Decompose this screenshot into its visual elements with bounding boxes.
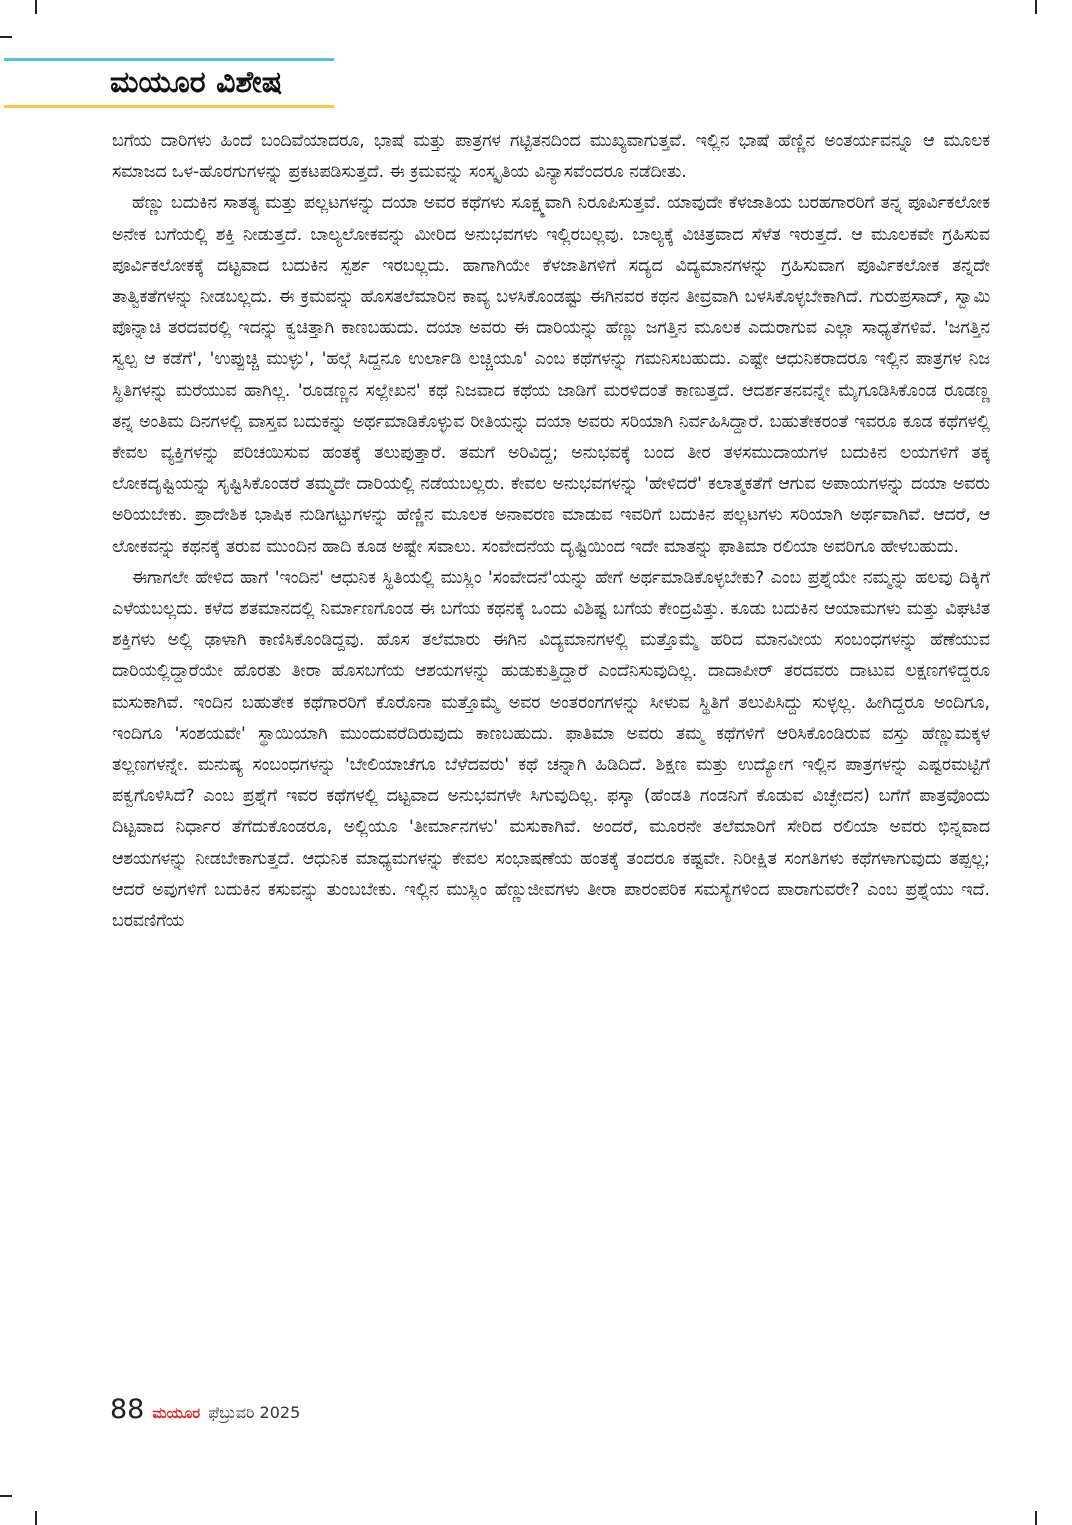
paragraph-3: ಈಗಾಗಲೇ ಹೇಳಿದ ಹಾಗೆ 'ಇಂದಿನ' ಆಧುನಿಕ ಸ್ಥಿತಿಯಲ್ಲಿ ಮುಸ್ಲಿಂ 'ಸಂವೇದನೆ'ಯನ್ನು ಹೇಗೆ ಅರ್ಥಮಾಡಿಕೊಳ್ಳಬೇಕು? ಎಂಬ ಪ್ರಶ್ನೆಯೇ ನಮ್ಮನ್ನು ಹಲವು ದಿಕ್ಕಿಗೆ ಎಳೆಯಬಲ್ಲದು. ಕಳೆದ ಶತಮಾನದಲ್ಲಿ ನಿರ್ಮಾಣಗೊಂಡ ಈ ಬಗೆಯ ಕಥನಕ್ಕೆ ಒಂದು ವಿಶಿಷ್ಟ ಬಗೆಯ ಕೇಂದ್ರವಿತ್ತು. ಕೂಡು ಬದುಕಿನ ಆಯಾಮಗಳು ಮತ್ತು ವಿಘಟಿತ ಶಕ್ತಿಗಳು ಅಲ್ಲಿ ಢಾಳಾಗಿ ಕಾಣಿಸಿಕೊಂಡಿದ್ದವು. ಹೊಸ ತಲೆಮಾರು ಈಗಿನ ವಿದ್ಯಮಾನಗಳಲ್ಲಿ ಮತ್ತೊಮ್ಮೆ ಹರಿದ ಮಾನವೀಯ ಸಂಬಂಧಗಳನ್ನು ಹೆಣೆಯುವ ದಾರಿಯಲ್ಲಿದ್ದಾರೆಯೇ ಹೊರತು ತೀರಾ ಹೊಸಬಗೆಯ ಆಶಯಗಳನ್ನು ಹುಡುಕುತ್ತಿದ್ದಾರೆ ಎಂದೆನಿಸುವುದಿಲ್ಲ. ದಾದಾಪೀರ್ ತರದವರು ದಾಟುವ ಲಕ್ಷಣಗಳಿದ್ದರೂ ಮಸುಕಾಗಿವೆ. ಇಂದಿನ ಬಹುತೇಕ ಕಥೆಗಾರರಿಗೆ ಕೊರೊನಾ ಮತ್ತೊಮ್ಮೆ ಅವರ ಅಂತರಂಗಗಳನ್ನು ಸೀಳುವ ಸ್ಥಿತಿಗೆ ತಲುಪಿಸಿದ್ದು ಸುಳ್ಳಲ್ಲ. ಹೀಗಿದ್ದರೂ ಅಂದಿಗೂ, ಇಂದಿಗೂ 'ಸಂಶಯವೇ' ಸ್ಥಾಯಿಯಾಗಿ ಮುಂದುವರೆದಿರುವುದು ಕಾಣಬಹುದು. ಫಾತಿಮಾ ಅವರು ತಮ್ಮ ಕಥೆಗಳಿಗೆ ಆರಿಸಿಕೊಂಡಿರುವ ವಸ್ತು ಹೆಣ್ಣುಮಕ್ಕಳ ತಲ್ಲಣಗಳನ್ನೇ. ಮನುಷ್ಯ ಸಂಬಂಧಗಳನ್ನು 'ಬೇಲಿಯಾಚೆಗೂ ಬೆಳೆದವರು' ಕಥೆ ಚನ್ನಾಗಿ ಹಿಡಿದಿದೆ. ಶಿಕ್ಷಣ ಮತ್ತು ಉದ್ಯೋಗ ಇಲ್ಲಿನ ಪಾತ್ರಗಳನ್ನು ಎಷ್ಟರಮಟ್ಟಿಗೆ ಪಕ್ವಗೊಳಿಸಿದೆ? ಎಂಬ ಪ್ರಶ್ನೆಗೆ ಇವರ ಕಥೆಗಳಲ್ಲಿ ದಟ್ಟವಾದ ಅನುಭವಗಳೇ ಸಿಗುವುದಿಲ್ಲ. ಫಸ್ಕಾ (ಹೆಂಡತಿ ಗಂಡನಿಗೆ ಕೊಡುವ ವಿಚ್ಛೇದನ) ಬಗೆಗೆ ಪಾತ್ರವೊಂದು ದಿಟ್ಟವಾದ ನಿರ್ಧಾರ ತೆಗೆದುಕೊಂಡರೂ, ಅಲ್ಲಿಯೂ 'ತೀರ್ಮಾನಗಳು' ಮಸುಕಾಗಿವೆ. ಅಂದರೆ, ಮೂರನೇ ತಲೆಮಾರಿಗೆ ಸೇರಿದ ರಲಿಯಾ ಅವರು ಭಿನ್ನವಾದ ಆಶಯಗಳನ್ನು ನೀಡಬೇಕಾಗುತ್ತದೆ. ಆಧುನಿಕ ಮಾಧ್ಯಮಗಳನ್ನು ಕೇವಲ ಸಂಭಾಷಣೆಯ ಹಂತಕ್ಕೆ ತಂದರೂ ಕಷ್ಟವೇ. ನಿರೀಕ್ಷಿತ ಸಂಗತಿಗಳು ಕಥೆಗಳಾಗುವುದು ತಪ್ಪಲ್ಲ; ಆದರೆ ಅವುಗಳಿಗೆ ಬದುಕಿನ ಕಸುವನ್ನು ತುಂಬಬೇಕು. ಇಲ್ಲಿನ ಮುಸ್ಲಿಂ ಹೆಣ್ಣುಜೀವಗಳು ತೀರಾ ಪಾರಂಪರಿಕ ಸಮಸ್ಯೆಗಳಿಂದ ಪಾರಾಗುವರೇ? ಎಂಬ ಪ್ರಶ್ನೆಯು ಇದೆ. ಬರವಣಿಗೆಯ	[112, 567, 990, 932]
page-footer	[110, 1394, 300, 1430]
crop-mark	[1035, 0, 1037, 14]
header-bottom-rule	[4, 105, 334, 108]
crop-mark	[0, 36, 12, 38]
paragraph-1: ಬಗೆಯ ದಾರಿಗಳು ಹಿಂದೆ ಬಂದಿವೆಯಾದರೂ, ಭಾಷೆ ಮತ್ತು ಪಾತ್ರಗಳ ಗಟ್ಟಿತನದಿಂದ ಮುಖ್ಯವಾಗುತ್ತವೆ. ಇಲ್ಲಿನ ಭಾಷೆ ಹೆಣ್ಣಿನ ಅಂತರ್ಯವನ್ನೂ ಆ ಮೂಲಕ ಸಮಾಜದ ಒಳ-ಹೊರಗುಗಳನ್ನು ಪ್ರಕಟಪಡಿಸುತ್ತದೆ. ಈ ಕ್ರಮವನ್ನು ಸಂಸ್ಕೃತಿಯ ವಿನ್ಯಾಸವೆಂದರೂ ನಡೆದೀತು.	[112, 131, 990, 183]
crop-mark	[35, 1511, 37, 1525]
article-body	[112, 126, 990, 1388]
crop-mark	[35, 0, 37, 14]
section-title: ಮಯೂರ ವಿಶೇಷ	[110, 65, 283, 100]
crop-mark	[1035, 1511, 1037, 1525]
paragraph-2: ಹೆಣ್ಣು ಬದುಕಿನ ಸಾತತ್ಯ ಮತ್ತು ಪಲ್ಲಟಗಳನ್ನು ದಯಾ ಅವರ ಕಥೆಗಳು ಸೂಕ್ಷ್ಮವಾಗಿ ನಿರೂಪಿಸುತ್ತವೆ. ಯಾವುದೇ ಕೆಳಜಾತಿಯ ಬರಹಗಾರರಿಗೆ ತನ್ನ ಪೂರ್ವಿಕಲೋಕ ಅನೇಕ ಬಗೆಯಲ್ಲಿ ಶಕ್ತಿ ನೀಡುತ್ತದೆ. ಬಾಲ್ಯಲೋಕವನ್ನು ಮೀರಿದ ಅನುಭವಗಳು ಇಲ್ಲಿರಬಲ್ಲವು. ಬಾಲ್ಯಕ್ಕೆ ವಿಚಿತ್ರವಾದ ಸೆಳೆತ ಇರುತ್ತದೆ. ಆ ಮೂಲಕವೇ ಗ್ರಹಿಸುವ ಪೂರ್ವಿಕಲೋಕಕ್ಕೆ ದಟ್ಟವಾದ ಬದುಕಿನ ಸ್ಪರ್ಶ ಇರಬಲ್ಲದು. ಹಾಗಾಗಿಯೇ ಕೆಳಜಾತಿಗಳಿಗೆ ಸದ್ಯದ ವಿದ್ಯಮಾನಗಳನ್ನು ಗ್ರಹಿಸುವಾಗ ಪೂರ್ವಿಕಲೋಕ ತನ್ನದೇ ತಾತ್ವಿಕತೆಗಳನ್ನು ನೀಡಬಲ್ಲದು. ಈ ಕ್ರಮವನ್ನು ಹೊಸತಲೆಮಾರಿನ ಕಾವ್ಯ ಬಳಸಿಕೊಂಡಷ್ಟು ಈಗಿನವರ ಕಥನ ತೀವ್ರವಾಗಿ ಬಳಸಿಕೊಳ್ಳಬೇಕಾಗಿದೆ. ಗುರುಪ್ರಸಾದ್, ಸ್ವಾಮಿ ಪೊನ್ನಾಚಿ ತರದವರಲ್ಲಿ ಇದನ್ನು ಕ್ವಚಿತ್ತಾಗಿ ಕಾಣಬಹುದು. ದಯಾ ಅವರು ಈ ದಾರಿಯನ್ನು ಹೆಣ್ಣು ಜಗತ್ತಿನ ಮೂಲಕ ಎದುರಾಗುವ ಎಲ್ಲಾ ಸಾಧ್ಯತೆಗಳಿವೆ. 'ಜಗತ್ತಿನ ಸ್ವಲ್ಪ ಆ ಕಡೆಗೆ', 'ಉಪ್ಪುಚ್ಚಿ ಮುಳ್ಳು', 'ಹಲ್ಗೆ ಸಿದ್ದನೂ ಉರ್ಲಾಡಿ ಲಚ್ಚಿಯೂ' ಎಂಬ ಕಥೆಗಳನ್ನು ಗಮನಿಸಬಹುದು. ಎಷ್ಟೇ ಆಧುನಿಕರಾದರೂ ಇಲ್ಲಿನ ಪಾತ್ರಗಳ ನಿಜ ಸ್ಥಿತಿಗಳನ್ನು ಮರೆಯುವ ಹಾಗಿಲ್ಲ. 'ರೂಡಣ್ಣನ ಸಲ್ಲೇಖನ' ಕಥೆ ನಿಜವಾದ ಕಥೆಯ ಜಾಡಿಗೆ ಮರಳಿದಂತೆ ಕಾಣುತ್ತದೆ. ಆದರ್ಶತನವನ್ನೇ ಮೈಗೂಡಿಸಿಕೊಂಡ ರೂಡಣ್ಣ ತನ್ನ ಅಂತಿಮ ದಿನಗಳಲ್ಲಿ ವಾಸ್ತವ ಬದುಕನ್ನು ಅರ್ಥಮಾಡಿಕೊಳ್ಳುವ ರೀತಿಯನ್ನು ದಯಾ ಅವರು ಸರಿಯಾಗಿ ನಿರ್ವಹಿಸಿದ್ದಾರೆ. ಬಹುತೇಕರಂತೆ ಇವರೂ ಕೂಡ ಕಥೆಗಳಲ್ಲಿ ಕೇವಲ ವ್ಯಕ್ತಿಗಳನ್ನು ಪರಿಚಯಿಸುವ ಹಂತಕ್ಕೆ ತಲುಪುತ್ತಾರೆ. ತಮಗೆ ಅರಿವಿದ್ದ; ಅನುಭವಕ್ಕೆ ಬಂದ ತೀರ ತಳಸಮುದಾಯಗಳ ಬದುಕಿನ ಲಯಗಳಿಗೆ ತಕ್ಕ ಲೋಕದೃಷ್ಟಿಯನ್ನು ಸೃಷ್ಟಿಸಿಕೊಂಡರೆ ತಮ್ಮದೇ ದಾರಿಯಲ್ಲಿ ನಡೆಯಬಲ್ಲರು. ಕೇವಲ ಅನುಭವಗಳನ್ನು 'ಹೇಳಿದರೆ' ಕಲಾತ್ಮಕತೆಗೆ ಆಗುವ ಅಪಾಯಗಳನ್ನು ದಯಾ ಅವರು ಅರಿಯಬೇಕು. ಪ್ರಾದೇಶಿಕ ಭಾಷಿಕ ನುಡಿಗಟ್ಟುಗಳನ್ನು ಹೆಣ್ಣಿನ ಮೂಲಕ ಅನಾವರಣ ಮಾಡುವ ಇವರಿಗೆ ಬದುಕಿನ ಪಲ್ಲಟಗಳು ಸರಿಯಾಗಿ ಅರ್ಥವಾಗಿವೆ. ಆದರೆ, ಆ ಲೋಕವನ್ನು ಕಥನಕ್ಕೆ ತರುವ ಮುಂದಿನ ಹಾದಿ ಕೂಡ ಅಷ್ಟೇ ಸವಾಲು. ಸಂವೇದನೆಯ ದೃಷ್ಟಿಯಿಂದ ಇದೇ ಮಾತನ್ನು ಫಾತಿಮಾ ರಲಿಯಾ ಅವರಿಗೂ ಹೇಳಬಹುದು.	[112, 193, 990, 557]
header-top-rule	[4, 58, 334, 61]
issue-date: ಫೆಬ್ರುವರಿ 2025	[208, 1403, 301, 1422]
crop-mark	[0, 1495, 12, 1497]
page-number: 88	[110, 1394, 145, 1425]
magazine-logo: ಮಯೂರ	[152, 1404, 201, 1422]
section-header	[0, 58, 340, 108]
